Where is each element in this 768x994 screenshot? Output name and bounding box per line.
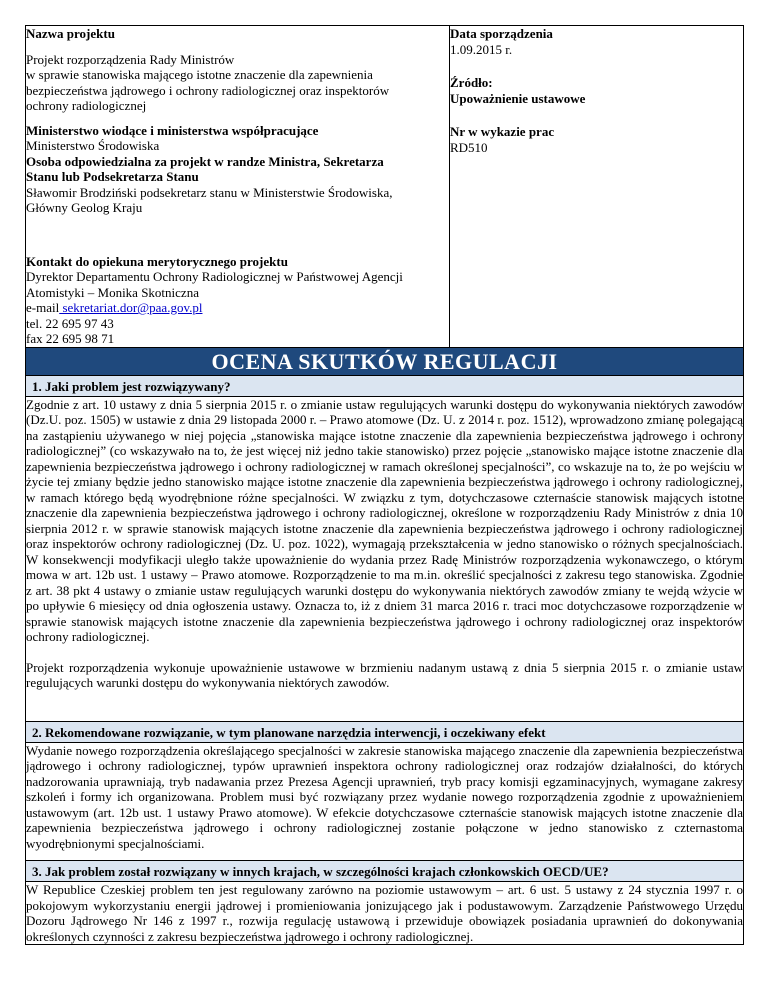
paragraph: Wydanie nowego rozporządzenia określającego specjalności w zakresie stanowiska mającego znaczenie dla zapewnienia bezpieczeństwa jądrowego i ochrony radiologicznej, typów uprawnień inspektora ochrony radiologicznej oraz rodzajów działalności, do których nadzorowania uprawniają, tryb nadawania przez Prezesa Agencji uprawnień, tryb pracy komisji egzaminacyjnych, wymagane zakresy szkoleń i formy ich organizowana. Problem musi być rozwiązany przez wydanie nowego rozporządzenia zgodnie z upoważnieniem ustawowym (art. 12b ust. 1 ustawy Prawo atomowe). W efekcie dotychczasowe czternaście stanowisk mających istotne znaczenie dla zapewnienia bezpieczeństwa jądrowego i ochrony radiologicznej zostanie połączone w jedno stanowisko z czternastoma wyodrębnionymi specjalnościami. — [26, 742, 743, 851]
ministry-label: Ministerstwo wiodące i ministerstwa współpracujące — [26, 122, 319, 138]
section-3-body-row — [26, 882, 744, 945]
source-label: Źródło: — [450, 75, 493, 90]
page-title: OCENA SKUTKÓW REGULACJI — [211, 348, 558, 374]
email-line: e-mail sekretariat.dor@paa.gov.pl — [26, 300, 203, 315]
section-heading: 1. Jaki problem jest rozwiązywany? — [32, 378, 231, 394]
section-body — [26, 396, 744, 721]
project-name-line: Projekt rozporządzenia Rady Ministrów — [26, 51, 235, 67]
project-name-line: bezpieczeństwa jądrowego i ochrony radiologicznej oraz inspektorów — [26, 82, 390, 98]
contact-label: Kontakt do opiekuna merytorycznego projektu — [26, 253, 288, 269]
header-row — [26, 26, 744, 348]
section-body — [26, 882, 744, 945]
project-name-value — [26, 52, 449, 114]
section-2-body-row — [26, 742, 744, 861]
section-body — [26, 742, 744, 861]
worklist-value: RD510 — [450, 139, 488, 155]
date-label: Data sporządzenia — [450, 26, 553, 41]
section-2-heading-row — [26, 721, 744, 742]
project-name-line: ochrony radiologicznej — [26, 98, 147, 113]
source-value: Upoważnienie ustawowe — [450, 90, 586, 106]
document-page — [25, 25, 743, 945]
responsible-label: Osoba odpowiedzialna za projekt w randze Ministra, Sekretarza Stanu lub Podsekretarza Stanu — [26, 153, 384, 184]
paragraph: W Republice Czeskiej problem ten jest regulowany zarówno na poziomie ustawowym – art. 6 ust. 5 ustawy z 24 stycznia 1997 r. o pokojowym wykorzystaniu energii jądrowej i promieniowania jonizującego jak i podustawowym. Zarządzenie Państwowego Urzędu Dozoru Jądrowego Nr 146 z 1997 r., rozwija regulację ustawową i przewiduje obowiązek posiadania uprawnień do dokonywania określonych czynności z zakresu bezpieczeństwa jądrowego i ochrony radiologicznej. — [26, 882, 743, 944]
paragraph: Zgodnie z art. 10 ustawy z dnia 5 sierpnia 2015 r. o zmianie ustaw regulujących warunki dostępu do wykonywania niektórych zawodów (Dz.U. poz. 1505) w ustawie z dnia 29 listopada 2000 r. – Prawo atomowe (Dz. U. z 2014 r. poz. 1512), wprowadzono zmianę polegającą na zastąpieniu używanego w niej pojęcia „stanowiska mające istotne znaczenie dla zapewnienia bezpieczeństwa jądrowego i ochrony radiologicznej” (co wskazywało na to, że jest więcej niż jedno takie stanowisko) przez pojęcie „stanowisko mające istotne znaczenie dla zapewnienia bezpieczeństwa jądrowego i ochrony radiologicznej w ramach określonej specjalności”, co wskazuje na to, że po wejściu w życie tej zmiany będzie jedno stanowisko mające istotne znaczenie dla zapewnienia bezpieczeństwa jądrowego i ochrony radiologicznej, w ramach którego będą wyodrębnione różne specjalności. W związku z tym, dotychczasowe czternaście stanowisk mających istotne znaczenie dla zapewnienia bezpieczeństwa jądrowego i ochrony radiologicznej, określone w rozporządzeniu Rady Ministrów z dnia 10 sierpnia 2012 r. w sprawie stanowisk mających istotne znaczenie dla zapewnienia bezpieczeństwa jądrowego i ochrony radiologicznej oraz inspektorów ochrony radiologicznej (Dz. U. poz. 1022), wymagają przekształcenia w jedno stanowisko o różnych specjalnościach. W konsekwencji modyfikacji uległo także upoważnienie do wydania przez Radę Ministrów rozporządzenia wykonawczego, o którym mowa w art. 12b ust. 1 ustawy – Prawo atomowe. Rozporządzenie to ma m.in. określić specjalności z zakresu tego stanowiska. Zgodnie z art. 38 pkt 4 ustawy o zmianie ustaw regulujących warunki dostępu do wykonywania niektórych zawodów zmiany te wejdą wżycie w po upływie 6 miesięcy od dnia ogłoszenia ustawy. Oznacza to, iż z dniem 31 marca 2016 r. traci moc dotychczasowe rozporządzenie w sprawie stanowisk mających istotne znaczenie dla zapewnienia bezpieczeństwa jądrowego i ochrony radiologicznej oraz inspektorów ochrony radiologicznej. — [26, 396, 743, 644]
fax: fax 22 695 98 71 — [26, 331, 115, 346]
project-name-label: Nazwa projektu — [26, 26, 115, 41]
meta-cell — [450, 26, 744, 348]
section-1-heading-row — [26, 375, 744, 396]
contact-value: Dyrektor Departamentu Ochrony Radiologicznej w Państwowej Agencji Atomistyki – Monika Skotniczna e-mail sekretariat.dor@paa.gov.pl tel. 22 695 97 43 fax 22 695 98 71 — [26, 269, 449, 347]
date-value: 1.09.2015 r. — [450, 41, 513, 57]
section-heading: 2. Rekomendowane rozwiązanie, w tym planowane narzędzia interwencji, i oczekiwany efekt — [32, 724, 546, 740]
section-3-heading-row — [26, 861, 744, 882]
regulation-form — [25, 25, 744, 945]
project-name-line: w sprawie stanowiska mającego istotne znaczenie dla zapewnienia — [26, 67, 373, 82]
title-cell — [26, 347, 744, 375]
paragraph: Projekt rozporządzenia wykonuje upoważnienie ustawowe w brzmieniu nadanym ustawą z dnia 5 sierpnia 2015 r. o zmianie ustaw regulujących warunki dostępu do wykonywania niektórych zawodów. — [26, 659, 743, 690]
responsible-value: Sławomir Brodziński podsekretarz stanu w Ministerstwie Środowiska, Główny Geolog Kraju — [26, 184, 393, 215]
worklist-label: Nr w wykazie prac — [450, 124, 555, 139]
section-1-body-row — [26, 396, 744, 721]
phone: tel. 22 695 97 43 — [26, 315, 114, 331]
ministry-value: Ministerstwo Środowiska — [26, 138, 160, 153]
project-info-cell — [26, 26, 450, 348]
title-row — [26, 347, 744, 375]
email-link[interactable]: sekretariat.dor@paa.gov.pl — [59, 300, 203, 315]
section-heading: 3. Jak problem został rozwiązany w innych krajach, w szczególności krajach członkowskich OECD/UE? — [32, 864, 609, 879]
